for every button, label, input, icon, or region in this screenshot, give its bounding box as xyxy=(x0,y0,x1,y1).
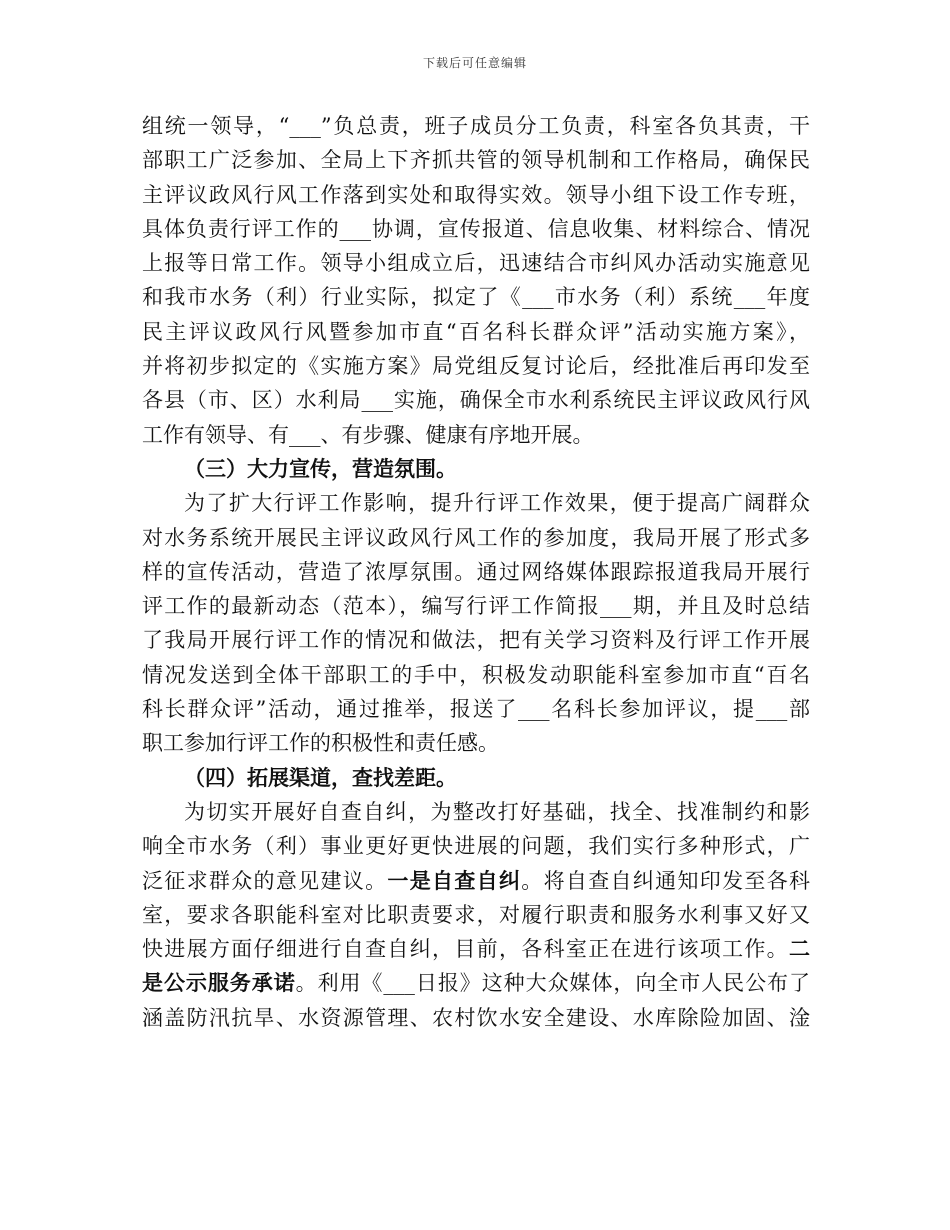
text-line: 响全市水务（利）事业更好更快进展的问题，我们实行多种形式，广 xyxy=(142,834,810,859)
text-line: 和我市水务（利）行业实际，拟定了《___市水务（利）系统___年度 xyxy=(142,285,810,310)
text-line: 并将初步拟定的《实施方案》局党组反复讨论后，经批准后再印发至 xyxy=(142,354,810,379)
text-run: 快进展方面仔细进行自查自纠，目前，各科室正在进行该项工作。 xyxy=(142,937,789,962)
text-line: 上报等日常工作。领导小组成立后，迅速结合市纠风办活动实施意见 xyxy=(142,251,810,276)
text-line: 各县（市、区）水利局___实施，确保全市水利系统民主评议政风行风 xyxy=(142,388,810,413)
text-line: 民主评议政风行风暨参加市直“百名科长群众评”活动实施方案》， xyxy=(142,319,810,344)
text-line: 了我局开展行评工作的情况和做法，把有关学习资料及行评工作开展 xyxy=(142,628,810,653)
text-line xyxy=(142,966,810,1000)
paragraph-leadership xyxy=(142,109,810,452)
paragraph-publicity xyxy=(142,486,810,760)
text-run: 。将自查自纠通知印发至各科 xyxy=(521,868,810,893)
text-line: 具体负责行评工作的___协调，宣传报道、信息收集、材料综合、情况 xyxy=(142,216,810,241)
bold-keyword: 是公示服务承诺 xyxy=(142,970,296,996)
section-heading-3: （三）大力宣传，营造氛围。 xyxy=(184,455,457,481)
text-line: 评工作的最新动态（范本），编写行评工作简报___期，并且及时总结 xyxy=(142,594,810,619)
text-run: 。利用《___日报》这种大众媒体，向全市人民公布了 xyxy=(295,971,810,996)
text-line: 情况发送到全体干部职工的手中，积极发动职能科室参加市直“百名 xyxy=(142,662,810,687)
bold-keyword: 一是自查自纠 xyxy=(387,867,522,893)
document-body xyxy=(142,109,810,1035)
text-line: 工作有领导、有___、有步骤、健康有序地开展。 xyxy=(142,422,594,447)
bold-keyword: 二 xyxy=(789,936,810,962)
text-line: 为切实开展好自查自纠，为整改打好基础，找全、找准制约和影 xyxy=(184,799,810,824)
text-line: 职工参加行评工作的积极性和责任感。 xyxy=(142,731,499,756)
text-line: 为了扩大行评工作影响，提升行评工作效果，便于提高广阔群众 xyxy=(184,491,810,516)
text-line: 主评议政风行风工作落到实处和取得实效。领导小组下设工作专班， xyxy=(142,182,810,207)
text-line: 对水务系统开展民主评议政风行风工作的参加度，我局开展了形式多 xyxy=(142,525,810,550)
text-line: 科长群众评”活动，通过推举，报送了___名科长参加评议，提___部 xyxy=(142,697,810,722)
text-line: 室，要求各职能科室对比职责要求，对履行职责和服务水利事又好又 xyxy=(142,902,810,927)
section-heading-4: （四）拓展渠道，查找差距。 xyxy=(184,764,457,790)
text-run: 泛征求群众的意见建议。 xyxy=(142,868,388,893)
paragraph-channels xyxy=(142,795,810,1035)
text-line xyxy=(142,932,810,966)
text-line: 样的宣传活动，营造了浓厚氛围。通过网络媒体跟踪报道我局开展行 xyxy=(142,559,810,584)
text-line xyxy=(142,864,810,898)
text-line: 部职工广泛参加、全局上下齐抓共管的领导机制和工作格局，确保民 xyxy=(142,148,810,173)
text-line: 组统一领导，“___”负总责，班子成员分工负责，科室各负其责，干 xyxy=(142,114,810,138)
page-header: 下载后可任意编辑 xyxy=(422,56,527,70)
text-line: 涵盖防汛抗旱、水资源管理、农村饮水安全建设、水库除险加固、淦 xyxy=(142,1005,810,1030)
